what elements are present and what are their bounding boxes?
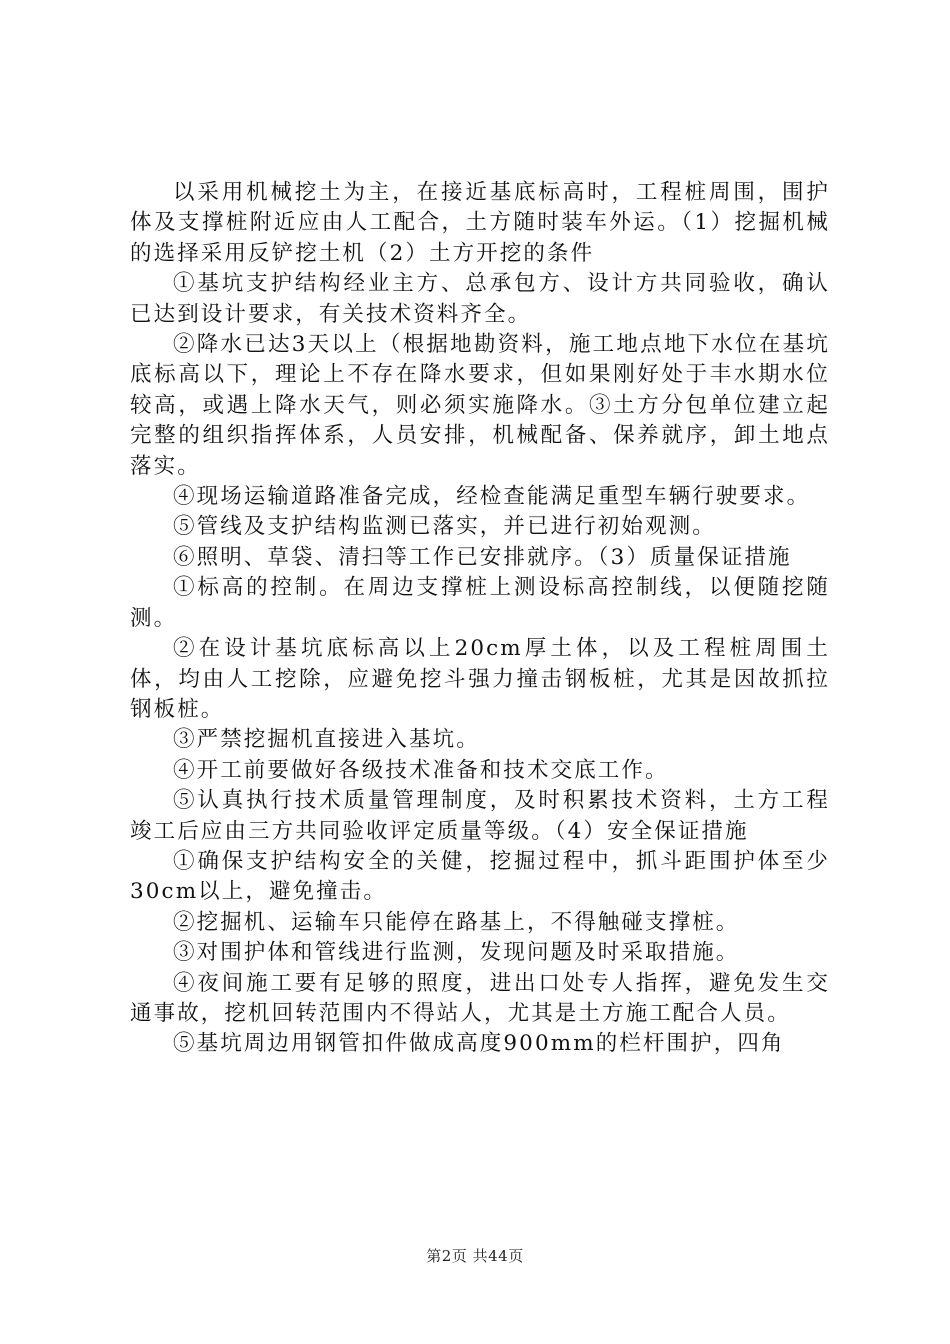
paragraph: ①确保支护结构安全的关健，挖掘过程中，抓斗距围护体至少30cm以上，避免撞击。: [130, 848, 830, 905]
paragraph: ①基坑支护结构经业主方、总承包方、设计方共同验收，确认已达到设计要求，有关技术资料齐全。: [130, 271, 830, 327]
paragraph: ⑤认真执行技术质量管理制度，及时积累技术资料，土方工程竣工后应由三方共同验收评定质量等级。（4）安全保证措施: [130, 788, 830, 844]
paragraph: ②降水已达3天以上（根据地勘资料，施工地点地下水位在基坑底标高以下，理论上不存在降水要求，但如果刚好处于丰水期水位较高，或遇上降水天气，则必须实施降水。③土方分包单位建立起完整的组织指挥体系，人员安排，机械配备、保养就序，卸土地点落实。: [130, 332, 830, 479]
paragraph: ④夜间施工要有足够的照度，进出口处专人指挥，避免发生交通事故，挖机回转范围内不得站人，尤其是土方施工配合人员。: [130, 970, 830, 1026]
page-footer: 第2页 共44页: [426, 1247, 524, 1265]
paragraph: ④开工前要做好各级技术准备和技术交底工作。: [173, 757, 669, 783]
paragraph: ③严禁挖掘机直接进入基坑。: [173, 727, 480, 753]
paragraph: ①标高的控制。在周边支撑桩上测设标高控制线，以便随挖随测。: [130, 575, 830, 631]
paragraph: ⑥照明、草袋、清扫等工作已安排就序。（3）质量保证措施: [173, 544, 792, 570]
paragraph: ②挖掘机、运输车只能停在路基上，不得触碰支撑桩。: [173, 909, 740, 935]
paragraph: ⑤基坑周边用钢管扣件做成高度900mm的栏杆围护，四角: [173, 1031, 785, 1057]
paragraph: ④现场运输道路准备完成，经检查能满足重型车辆行驶要求。: [173, 484, 811, 510]
paragraph: ⑤管线及支护结构监测已落实，并已进行初始观测。: [173, 514, 716, 540]
paragraph: 以采用机械挖土为主，在接近基底标高时，工程桩周围，围护体及支撑桩附近应由人工配合，土方随时装车外运。（1）挖掘机械的选择采用反铲挖土机（2）土方开挖的条件: [130, 180, 830, 266]
paragraph: ②在设计基坑底标高以上20cm厚土体，以及工程桩周围土体，均由人工挖除，应避免挖斗强力撞击钢板桩，尤其是因故抓拉钢板桩。: [130, 636, 830, 722]
body-text: [130, 178, 830, 1060]
paragraph: ③对围护体和管线进行监测，发现问题及时采取措施。: [173, 940, 740, 966]
